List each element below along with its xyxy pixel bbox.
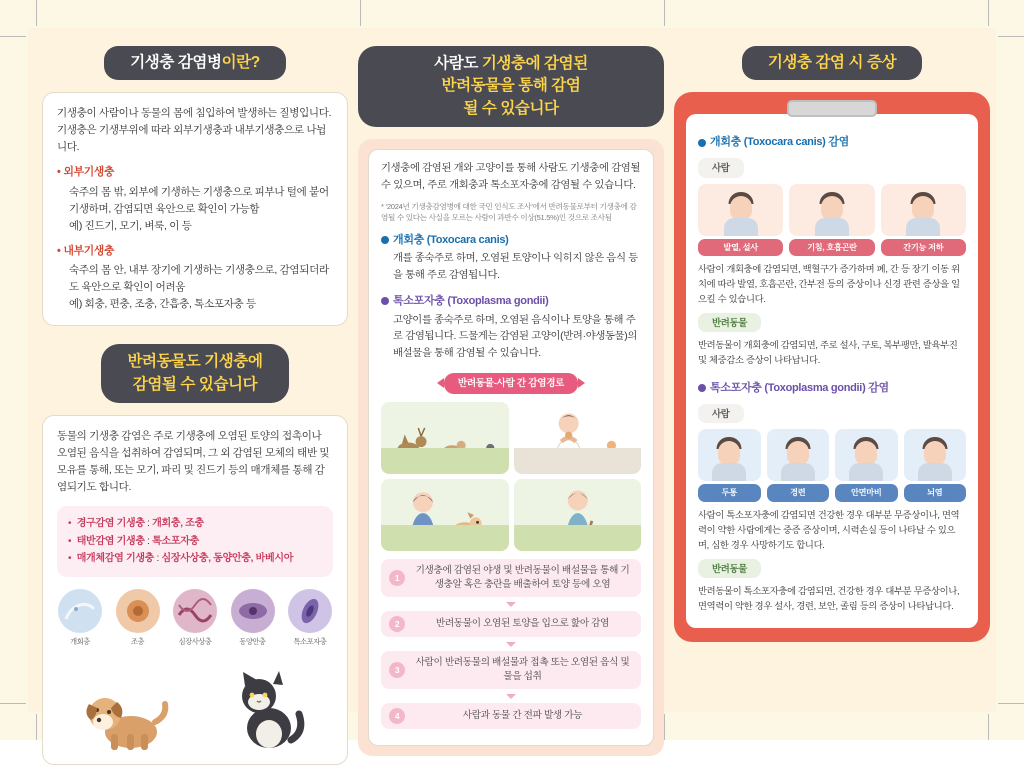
symptom-item bbox=[698, 184, 783, 256]
route-line-vector: • 매개체감염 기생충 : 심장사상충, 동양안충, 바베시아 bbox=[68, 550, 322, 568]
heading-symptoms-label: 기생충 감염 시 증상 bbox=[767, 54, 897, 71]
route-label-oral: 경구감염 기생충 bbox=[76, 518, 145, 530]
symptom-label: 뇌염 bbox=[904, 484, 967, 501]
heading-text-pre: 기생충 감염병 bbox=[130, 54, 222, 71]
step-arrow-icon bbox=[506, 602, 516, 607]
illus-child-with-puppy bbox=[381, 479, 509, 551]
heading-what-is-parasite bbox=[104, 46, 286, 80]
subhead-toxocara-symptoms-label: 개회충 (Toxocara canis) 감염 bbox=[710, 136, 849, 149]
card-pets-infection bbox=[42, 415, 348, 764]
middle-content-panel bbox=[358, 139, 664, 755]
illus-wild-animals bbox=[381, 402, 509, 474]
heading-humans-can-be-infected bbox=[358, 46, 664, 127]
parasite-image-toxoplasma bbox=[288, 589, 332, 633]
crop-mark bbox=[988, 0, 989, 26]
step-number: 2 bbox=[389, 616, 405, 632]
leaflet-sheet bbox=[28, 28, 996, 721]
symptom-label: 간기능 저하 bbox=[881, 239, 966, 256]
crop-mark bbox=[988, 714, 989, 740]
heading-line-1-hi: 기생충에 감염된 bbox=[481, 55, 588, 72]
pet-note-toxocara: 반려동물이 개회충에 감염되면, 주로 설사, 구토, 복부팽만, 발육부진 및 체중감소 증상이 나타납니다. bbox=[698, 340, 958, 366]
subhead-toxoplasma-symptoms-label: 톡소포자충 (Toxoplasma gondii) 감염 bbox=[710, 382, 889, 395]
symptom-label: 기침, 호흡곤란 bbox=[789, 239, 874, 256]
step-arrow-icon bbox=[506, 694, 516, 699]
symptom-label: 안면마비 bbox=[835, 484, 898, 501]
symptom-item bbox=[904, 429, 967, 501]
dog-illustration bbox=[83, 676, 171, 752]
step-text: 사람이 반려동물의 배설물과 접촉 또는 오염된 음식 및 물을 섭취 bbox=[415, 656, 630, 682]
toxoplasma-desc: 고양이를 종숙주로 하며, 오염된 음식이나 토양을 통해 주로 감염됩니다. 드물게는 감염된 고양이(반려·야생동물)의 배설물을 통해 감염될 수 있습니다. bbox=[393, 314, 638, 359]
symptom-item bbox=[835, 429, 898, 501]
parasite-label: 톡소포자충 bbox=[293, 636, 327, 646]
tag-pet: 반려동물 bbox=[698, 313, 761, 332]
crop-mark bbox=[36, 0, 37, 26]
column-right bbox=[674, 46, 990, 694]
step-row bbox=[381, 611, 641, 637]
external-parasite-example: 예) 진드기, 모기, 벼룩, 이 등 bbox=[69, 219, 192, 232]
symptom-item bbox=[881, 184, 966, 256]
step-number: 1 bbox=[389, 570, 405, 586]
pet-illustrations bbox=[57, 656, 333, 752]
column-middle bbox=[358, 46, 664, 721]
symptom-item bbox=[767, 429, 830, 501]
tag-pet: 반려동물 bbox=[698, 559, 761, 578]
parasite-image-heartworm bbox=[173, 589, 217, 633]
external-parasite-title: • 외부기생충 bbox=[57, 164, 333, 181]
parasite-item bbox=[172, 589, 218, 648]
heading-line-2: 반려동물을 통해 감염 bbox=[441, 77, 581, 95]
parasite-label: 심장사상충 bbox=[178, 636, 212, 646]
symptom-illustration-liver bbox=[881, 184, 966, 236]
crop-mark bbox=[664, 714, 665, 740]
route-label-vector: 매개체감염 기생충 bbox=[76, 553, 155, 565]
clipboard-clamp bbox=[787, 100, 877, 117]
parasite-image-eyeworm bbox=[231, 589, 275, 633]
symptom-item bbox=[789, 184, 874, 256]
bullet-dot-icon bbox=[381, 236, 389, 244]
step-row bbox=[381, 559, 641, 597]
human-note-toxocara: 사람이 개회충에 감염되면, 백혈구가 증가하며 폐, 간 등 장기 이동 위치에 따라 발열, 호흡곤란, 간부전 등의 증상이나 신경 관련 증상을 일으킬 수 있습니다. bbox=[698, 263, 960, 304]
symptom-illustration-headache bbox=[698, 429, 761, 481]
illus-person-eating bbox=[514, 402, 642, 474]
step-text: 사람과 동물 간 전파 발생 가능 bbox=[462, 709, 583, 721]
route-value-placenta: 톡소포자충 bbox=[152, 535, 199, 547]
symptom-label: 경련 bbox=[767, 484, 830, 501]
internal-parasite-desc: 숙주의 몸 안, 내부 장기에 기생하는 기생충으로, 감염되더라도 육안으로 확인이 어려움 bbox=[69, 264, 329, 294]
symptom-faces-toxoplasma bbox=[698, 429, 966, 501]
symptom-illustration-convulsion bbox=[767, 429, 830, 481]
parasite-label: 동양안충 bbox=[239, 636, 266, 646]
subhead-toxocara-label: 개회충 (Toxocara canis) bbox=[393, 233, 509, 246]
subhead-toxocara-symptoms bbox=[698, 134, 966, 152]
route-line-oral: • 경구감염 기생충 : 개회충, 조충 bbox=[68, 515, 322, 533]
symptom-faces-toxocara bbox=[698, 184, 966, 256]
clipboard-content bbox=[686, 114, 978, 628]
crop-mark bbox=[664, 0, 665, 26]
crop-mark bbox=[998, 703, 1024, 704]
parasite-item bbox=[57, 589, 103, 648]
parasite-label: 개회충 bbox=[70, 636, 90, 646]
symptom-illustration-encephalitis bbox=[904, 429, 967, 481]
step-number: 4 bbox=[389, 708, 405, 724]
infection-route-box bbox=[57, 506, 333, 577]
pet-note-toxoplasma: 반려동물이 톡소포자충에 감염되면, 건강한 경우 대부분 무증상이나, 면역력이 약한 경우 설사, 경련, 보안, 졸림 등의 증상이 나타납니다. bbox=[698, 585, 960, 612]
symptom-item bbox=[698, 429, 761, 501]
bullet-dot-icon bbox=[698, 139, 706, 147]
internal-parasite-title: • 내부기생충 bbox=[57, 243, 333, 260]
parasite-item bbox=[287, 589, 333, 648]
subhead-toxocara bbox=[381, 232, 641, 250]
step-row bbox=[381, 651, 641, 689]
route-illustrations bbox=[381, 402, 641, 551]
step-arrow-icon bbox=[506, 642, 516, 647]
route-line-placenta: • 태반감염 기생충 : 톡소포자충 bbox=[68, 533, 322, 551]
clipboard-panel bbox=[674, 92, 990, 642]
mid-footnote: * ‘2024년 기생충감염병에 대한 국민 인식도 조사’에서 반려동물로부터 기생충에 감염될 수 있다는 사실을 모르는 사람이 과반수 이상(51.5%)인 것으로 조사됨 bbox=[381, 201, 637, 223]
symptom-label: 발열, 설사 bbox=[698, 239, 783, 256]
parasite-label: 조충 bbox=[130, 636, 145, 646]
card-what-is-parasite bbox=[42, 92, 348, 326]
parasite-image-dog-roundworm bbox=[58, 589, 102, 633]
route-value-oral: 개회충, 조충 bbox=[152, 518, 204, 530]
route-value-vector: 심장사상충, 동양안충, 바베시아 bbox=[161, 553, 294, 565]
step-number: 3 bbox=[389, 662, 405, 678]
human-note-toxoplasma: 사람이 톡소포자충에 감염되면 건강한 경우 대부분 무증상이나, 면역력이 약한 사람에게는 중증 증상이며, 시력손실 등이 나타날 수 있으며, 심한 경우 사망하기도 합니다. bbox=[698, 509, 960, 550]
internal-parasite-example: 예) 회충, 편충, 조충, 간흡충, 톡소포자충 등 bbox=[69, 298, 256, 311]
symptom-illustration-cough bbox=[789, 184, 874, 236]
external-parasite-desc: 숙주의 몸 밖, 외부에 기생하는 기생충으로 피부나 털에 붙어 기생하며, 감염되면 육안으로 확인이 가능함 bbox=[69, 185, 329, 215]
step-text: 기생충에 감염된 야생 및 반려동물이 배설물을 통해 기생충알 혹은 충란을 배출하여 토양 등에 오염 bbox=[415, 565, 630, 590]
tag-human: 사람 bbox=[698, 404, 744, 423]
step-text: 반려동물이 오염된 토양을 입으로 핥아 감염 bbox=[435, 617, 610, 629]
mid-intro: 기생충에 감염된 개와 고양이를 통해 사람도 기생충에 감염될 수 있으며, 주로 개회충과 톡소포자충에 감염될 수 있습니다. bbox=[381, 163, 641, 192]
parasite-item bbox=[115, 589, 161, 648]
tag-human: 사람 bbox=[698, 158, 744, 177]
crop-mark bbox=[0, 36, 26, 37]
route-label-placenta: 태반감염 기생충 bbox=[76, 535, 145, 547]
crop-mark bbox=[0, 703, 26, 704]
heading-line-1: 반려동물도 기생충에 bbox=[127, 353, 263, 371]
route-pill-pet-to-human: 반려동물-사람 간 감염경로 bbox=[444, 373, 578, 395]
infection-steps bbox=[381, 559, 641, 729]
crop-mark bbox=[998, 36, 1024, 37]
subhead-toxoplasma-symptoms bbox=[698, 380, 966, 398]
symptom-label: 두통 bbox=[698, 484, 761, 501]
column-left bbox=[42, 46, 348, 694]
heading-line-2: 감염될 수 있습니다 bbox=[132, 375, 258, 393]
parasite-image-tapeworm bbox=[116, 589, 160, 633]
heading-pets-can-be-infected bbox=[101, 344, 288, 403]
intro-text: 기생충이 사람이나 동물의 몸에 침입하여 발생하는 질병입니다. 기생충은 기생부위에 따라 외부기생충과 내부기생충으로 나뉩니다. bbox=[57, 107, 332, 154]
cat-illustration bbox=[229, 670, 307, 752]
bullet-dot-icon bbox=[698, 384, 706, 392]
subhead-toxoplasma-label: 톡소포자충 (Toxoplasma gondii) bbox=[393, 294, 549, 307]
symptom-illustration-fever bbox=[698, 184, 783, 236]
bullet-dot-icon bbox=[381, 297, 389, 305]
heading-symptoms bbox=[742, 46, 922, 80]
parasite-photo-row bbox=[57, 589, 333, 648]
symptom-illustration-facial-palsy bbox=[835, 429, 898, 481]
pets-infection-body: 동물의 기생충 감염은 주로 기생충에 오염된 토양의 접촉이나 오염된 음식을 섭취하여 감염되며, 그 외 감염된 모체의 태반 및 모유를 통해, 또는 모기, 파리 및 진드기 등의 매개체를 통해 감염되기도 합니다. bbox=[57, 430, 330, 494]
illus-person-gardening bbox=[514, 479, 642, 551]
toxocara-desc: 개를 종숙주로 하며, 오염된 토양이나 익히지 않은 음식 등을 통해 주로 감염됩니다. bbox=[393, 253, 638, 282]
crop-mark bbox=[360, 0, 361, 26]
crop-mark bbox=[36, 714, 37, 740]
heading-line-1-pre: 사람도 bbox=[434, 55, 482, 72]
card-human-infection bbox=[368, 149, 654, 745]
subhead-toxoplasma bbox=[381, 293, 641, 311]
heading-text-highlight: 이란? bbox=[221, 54, 260, 71]
heading-line-3: 될 수 있습니다 bbox=[463, 99, 559, 117]
parasite-item bbox=[230, 589, 276, 648]
step-row bbox=[381, 703, 641, 729]
